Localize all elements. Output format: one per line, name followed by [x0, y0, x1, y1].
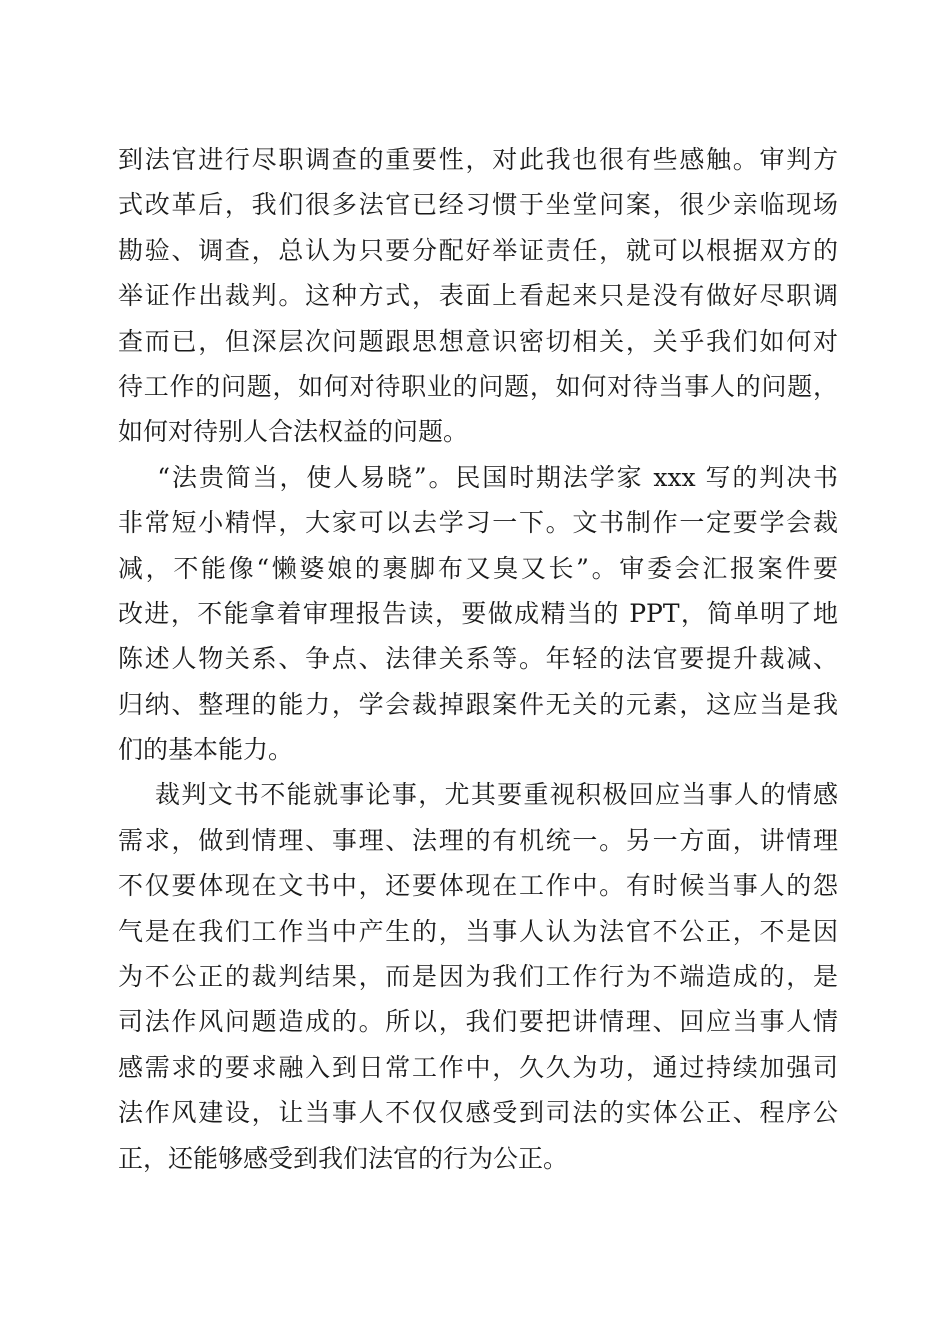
- text-line: 改进，不能拿着审理报告读，要做成精当的 PPT，简单明了地: [118, 598, 838, 628]
- text-line: 减，不能像“懒婆娘的裹脚布又臭又长”。审委会汇报案件要: [118, 553, 838, 583]
- text-line: 如何对待别人合法权益的问题。: [118, 417, 469, 447]
- text-line: 为不公正的裁判结果，而是因为我们工作行为不端造成的，是: [118, 962, 838, 992]
- text-line: 待工作的问题，如何对待职业的问题，如何对待当事人的问题，: [118, 371, 838, 401]
- text-line: 正，还能够感受到我们法官的行为公正。: [118, 1143, 569, 1173]
- text-line: 司法作风问题造成的。所以，我们要把讲情理、回应当事人情: [118, 1007, 838, 1037]
- text-line: “法贵简当，使人易晓”。民国时期法学家 xxx 写的判决书: [118, 462, 838, 492]
- text-line: 归纳、整理的能力，学会裁掉跟案件无关的元素，这应当是我: [118, 689, 838, 719]
- text-line: 不仅要体现在文书中，还要体现在工作中。有时候当事人的怨: [118, 871, 838, 901]
- text-line: 裁判文书不能就事论事，尤其要重视积极回应当事人的情感: [118, 780, 838, 810]
- body-text: [118, 137, 838, 1181]
- text-line: 感需求的要求融入到日常工作中，久久为功，通过持续加强司: [118, 1052, 838, 1082]
- text-line: 勘验、调查，总认为只要分配好举证责任，就可以根据双方的: [118, 235, 838, 265]
- text-line: 法作风建设，让当事人不仅仅感受到司法的实体公正、程序公: [118, 1098, 838, 1128]
- text-line: 需求，做到情理、事理、法理的有机统一。另一方面，讲情理: [118, 825, 838, 855]
- text-line: 查而已，但深层次问题跟思想意识密切相关，关乎我们如何对: [118, 326, 838, 356]
- text-line: 到法官进行尽职调查的重要性，对此我也很有些感触。审判方: [118, 145, 838, 174]
- text-line: 非常短小精悍，大家可以去学习一下。文书制作一定要学会裁: [118, 508, 838, 538]
- text-line: 陈述人物关系、争点、法律关系等。年轻的法官要提升裁减、: [118, 644, 838, 674]
- text-line: 举证作出裁判。这种方式，表面上看起来只是没有做好尽职调: [118, 281, 838, 311]
- text-line: 们的基本能力。: [118, 735, 294, 765]
- text-line: 气是在我们工作当中产生的，当事人认为法官不公正，不是因: [118, 916, 838, 946]
- text-line: 式改革后，我们很多法官已经习惯于坐堂问案，很少亲临现场: [118, 190, 838, 220]
